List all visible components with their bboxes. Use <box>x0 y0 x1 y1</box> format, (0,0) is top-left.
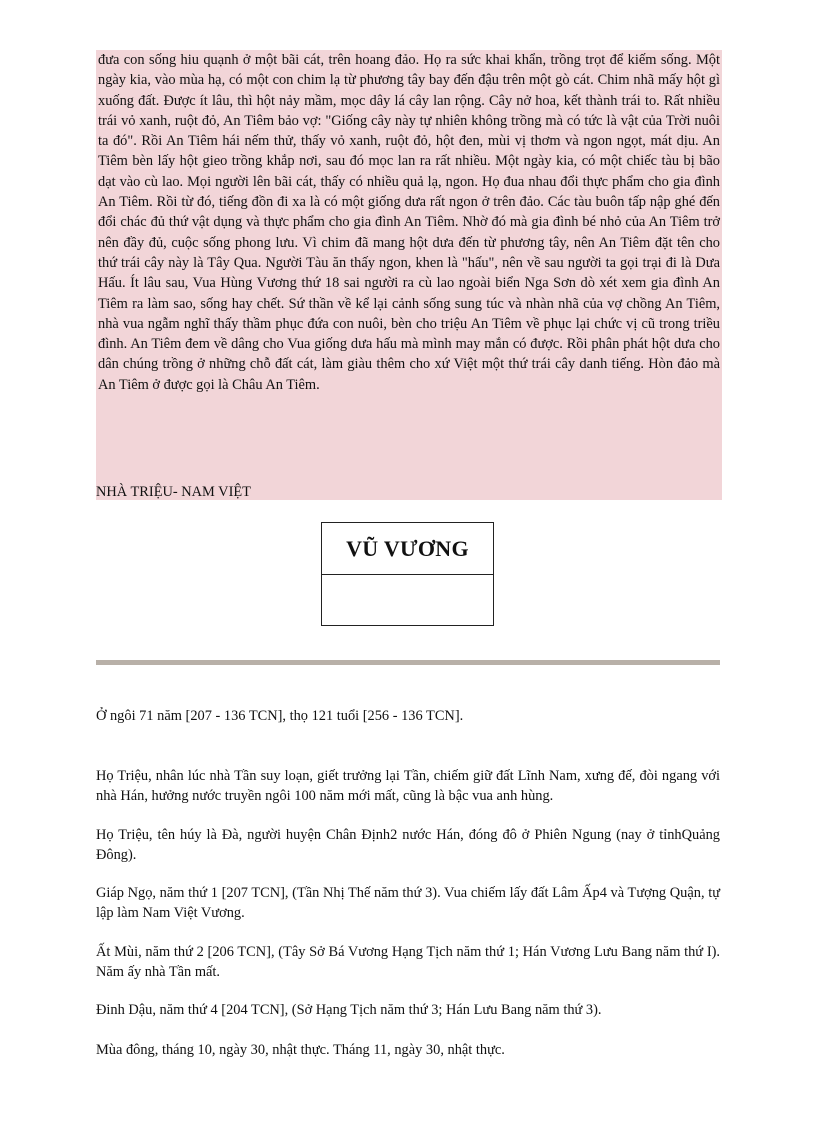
king-title-empty-cell <box>322 575 493 626</box>
story-paragraph: đưa con sống hiu quạnh ở một bãi cát, trên hoang đảo. Họ ra sức khai khẩn, trồng trọt để kiếm sống. Một ngày kia, vào mùa hạ, có một con chim lạ từ phương tây bay đến đậu trên một gò cát. Chim nhã mấy hột gì xuống đất. Được ít lâu, thì hột nảy mầm, mọc dây lá cây lan rộng. Cây nở hoa, kết thành trái to. Rất nhiều trái vỏ xanh, ruột đỏ, An Tiêm bảo vợ: "Giống cây này tự nhiên không trồng mà có tức là vật của Trời nuôi ta đó". Rồi An Tiêm hái nếm thử, thấy vỏ xanh, ruột đỏ, hột đen, mùi vị thơm và ngon ngọt, mát dịu. An Tiêm bèn lấy hột gieo trồng khắp nơi, sau đó mọc lan ra rất nhiều. Một ngày kia, có một chiếc tàu bị bão dạt vào cù lao. Mọi người lên bãi cát, thấy có nhiều quả lạ, ngon. Họ đua nhau đổi thực phẩm cho gia đình An Tiêm. Rồi từ đó, tiếng đồn đi xa là có một giống dưa rất ngon ở trên đảo. Các tàu buôn tấp nập ghé đến đổi chác đủ thứ vật dụng và thực phẩm cho gia đình An Tiêm. Nhờ đó mà gia đình bé nhỏ của An Tiêm trở nên đầy đủ, cuộc sống phong lưu. Vì chim đã mang hột dưa đến từ phương tây, nên An Tiêm đặt tên cho thứ trái cây này là Tây Qua. Người Tàu ăn thấy ngon, khen là "hấu", nên về sau người ta gọi trại đi là Dưa Hấu. Ít lâu sau, Vua Hùng Vương thứ 18 sai người ra cù lao ngoài biển Nga Sơn dò xét xem gia đình An Tiêm ra làm sao, sống hay chết. Sứ thần về kể lại cảnh sống sung túc và nhàn nhã của vợ chồng An Tiêm, nhà vua ngẫm nghĩ thấy thầm phục đứa con nuôi, bèn cho triệu An Tiêm về phục lại chức vị cũ trong triều đình. An Tiêm đem về dâng cho Vua giống dưa hấu mà mình may mắn có được. Rồi phân phát hột dưa cho dân chúng trồng ở những chỗ đất cát, làm giàu thêm cho xứ Việt một thứ trái cây danh tiếng. Hòn đảo mà An Tiêm ở được gọi là Châu An Tiêm. <box>98 52 720 393</box>
year-1-paragraph: Giáp Ngọ, năm thứ 1 [207 TCN], (Tần Nhị Thế năm thứ 3). Vua chiếm lấy đất Lâm Ấp4 và Tượng Quận, tự lập làm Nam Việt Vương. <box>96 885 720 921</box>
horizontal-rule <box>96 660 720 665</box>
highlighted-story-block <box>96 50 722 500</box>
year-2-paragraph: Ất Mùi, năm thứ 2 [206 TCN], (Tây Sở Bá Vương Hạng Tịch năm thứ 1; Hán Vương Lưu Bang năm thứ I). Năm ấy nhà Tần mất. <box>96 944 720 980</box>
eclipse-paragraph: Mùa đông, tháng 10, ngày 30, nhật thực. Tháng 11, ngày 30, nhật thực. <box>96 1042 505 1058</box>
dynasty-heading: NHÀ TRIỆU- NAM VIỆT <box>96 484 251 500</box>
origin-paragraph: Họ Triệu, tên húy là Đà, người huyện Chân Định2 nước Hán, đóng đô ở Phiên Ngung (nay ở tỉnhQuảng Đông). <box>96 827 720 863</box>
year-4-paragraph: Đinh Dậu, năm thứ 4 [204 TCN], (Sở Hạng Tịch năm thứ 3; Hán Lưu Bang năm thứ 3). <box>96 1002 602 1018</box>
king-title: VŨ VƯƠNG <box>322 523 493 575</box>
history-paragraph: Họ Triệu, nhân lúc nhà Tần suy loạn, giết trưởng lại Tần, chiếm giữ đất Lĩnh Nam, xưng đế, đòi ngang với nhà Hán, hưởng nước truyền ngôi 100 năm mới mất, cũng là bậc vua anh hùng. <box>96 768 720 804</box>
king-title-box <box>321 522 494 626</box>
reign-paragraph: Ở ngôi 71 năm [207 - 136 TCN], thọ 121 tuổi [256 - 136 TCN]. <box>96 708 464 724</box>
